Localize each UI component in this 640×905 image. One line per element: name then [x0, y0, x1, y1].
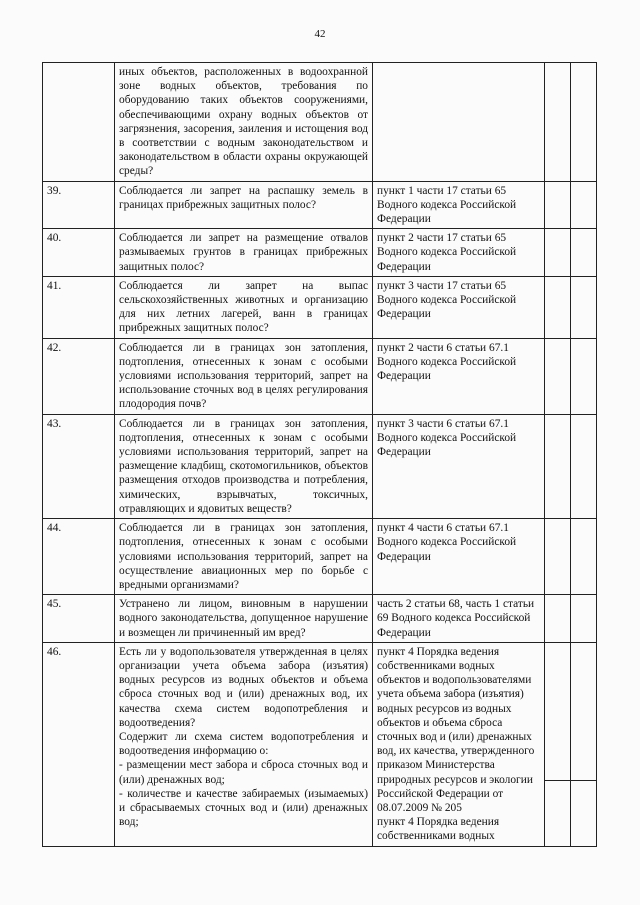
checklist-row-46: [43, 642, 597, 846]
answer-cell: [545, 595, 571, 643]
answer-cell: [571, 414, 597, 518]
row-reference: пункт 1 части 17 статьи 65 Водного кодекса Российской Федерации: [373, 181, 545, 229]
answer-cell: [545, 338, 571, 414]
answer-cell: [571, 338, 597, 414]
row-question: Соблюдается ли в границах зон затопления, подтопления, отнесенных к зонам с особыми условиями использования территорий, запрет на использование сточных вод в целях регулирования плодородия почв?: [115, 338, 373, 414]
row-question: Соблюдается ли запрет на распашку земель в границах прибрежных защитных полос?: [115, 181, 373, 229]
row-question: Соблюдается ли в границах зон затопления, подтопления, отнесенных к зонам с особыми условиями использования территорий, запрет на размещение кладбищ, скотомогильников, объектов размещения отходов производства и потребления, химических, взрывчатых, токсичных, отравляющих и ядовитых веществ?: [115, 414, 373, 518]
table-row: [43, 595, 597, 643]
row-reference: пункт 3 части 6 статьи 67.1 Водного кодекса Российской Федерации: [373, 414, 545, 518]
answer-cell: [545, 63, 571, 182]
row-number: [43, 63, 115, 182]
row-number: 43.: [43, 414, 115, 518]
question-bullet: - размещении мест забора и сброса сточных вод и (или) дренажных вод;: [119, 759, 368, 786]
table-row: [43, 181, 597, 229]
row-number: 41.: [43, 276, 115, 338]
answer-cell: [571, 63, 597, 182]
table-row: [43, 63, 597, 182]
table-row: [43, 338, 597, 414]
table-row: [43, 414, 597, 518]
row-number: 46.: [43, 642, 115, 846]
answer-cell: [571, 642, 597, 780]
answer-cell: [571, 276, 597, 338]
row-reference: пункт 4 части 6 статьи 67.1 Водного кодекса Российской Федерации: [373, 519, 545, 595]
row-question: Соблюдается ли запрет на размещение отвалов размываемых грунтов в границах прибрежных защитных полос?: [115, 229, 373, 277]
answer-cell: [571, 181, 597, 229]
answer-cell: [545, 780, 571, 846]
row-question: иных объектов, расположенных в водоохранной зоне водных объектов, требования по оборудованию таких объектов сооружениями, обеспечивающими охрану водных объектов от загрязнения, засорения, заиления и истощения вод в соответствии с водным законодательством и законодательством в области охраны окружающей среды?: [115, 63, 373, 182]
row-number: 40.: [43, 229, 115, 277]
checklist-table: [42, 62, 597, 847]
row-question: Соблюдается ли в границах зон затопления, подтопления, отнесенных к зонам с особыми условиями использования территорий, запрет на осуществление авиационных мер по борьбе с вредными организмами?: [115, 519, 373, 595]
question-bullet: - количестве и качестве забираемых (изымаемых) и сбрасываемых сточных вод и (или) дренажных вод;: [119, 787, 368, 829]
answer-cell: [571, 519, 597, 595]
page-number: 42: [314, 28, 326, 40]
checklist-body: [43, 63, 597, 643]
row-reference: часть 2 статьи 68, часть 1 статьи 69 Водного кодекса Российской Федерации: [373, 595, 545, 643]
row-number: 45.: [43, 595, 115, 643]
table-row: [43, 276, 597, 338]
row-question: Устранено ли лицом, виновным в нарушении водного законодательства, допущенное нарушение и возмещен ли причиненный им вред?: [115, 595, 373, 643]
row-number: 44.: [43, 519, 115, 595]
reference-text: пункт 4 Порядка ведения собственниками водных объектов и водопользователями учета объема забора (изъятия) водных ресурсов из водных объектов и объема сброса сточных вод и (или) дренажных вод, их качества, утвержденного приказом Министерства природных ресурсов и экологии Российской Федерации от 08.07.2009 № 205: [377, 645, 535, 814]
row-reference: пункт 2 части 6 статьи 67.1 Водного кодекса Российской Федерации: [373, 338, 545, 414]
row-number: 42.: [43, 338, 115, 414]
answer-cell: [571, 780, 597, 846]
answer-cell: [545, 642, 571, 780]
row-reference: [373, 63, 545, 182]
table-row: [43, 229, 597, 277]
row-reference: пункт 3 части 17 статьи 65 Водного кодекса Российской Федерации: [373, 276, 545, 338]
table-row: [43, 519, 597, 595]
answer-cell: [545, 276, 571, 338]
row-reference: пункт 2 части 17 статьи 65 Водного кодекса Российской Федерации: [373, 229, 545, 277]
row-reference: [373, 642, 545, 846]
table-row: [43, 642, 597, 780]
answer-cell: [545, 414, 571, 518]
row-question: [115, 642, 373, 846]
reference-text: пункт 4 Порядка ведения собственниками водных: [377, 816, 500, 843]
row-question: Соблюдается ли запрет на выпас сельскохозяйственных животных и организацию для них летних лагерей, ванн в границах прибрежных защитных полос?: [115, 276, 373, 338]
question-main: Есть ли у водопользователя утвержденная в целях организации учета объема забора (изъятия) водных ресурсов из водных объектов и объема сброса сточных вод и (или) дренажных вод, их качества схема систем водопотребления и водоотведения?: [119, 645, 368, 729]
answer-cell: [545, 181, 571, 229]
answer-cell: [571, 229, 597, 277]
answer-cell: [545, 229, 571, 277]
answer-cell: [545, 519, 571, 595]
question-sub: Содержит ли схема систем водопотребления и водоотведения информацию о:: [119, 730, 368, 758]
answer-cell: [571, 595, 597, 643]
row-number: 39.: [43, 181, 115, 229]
